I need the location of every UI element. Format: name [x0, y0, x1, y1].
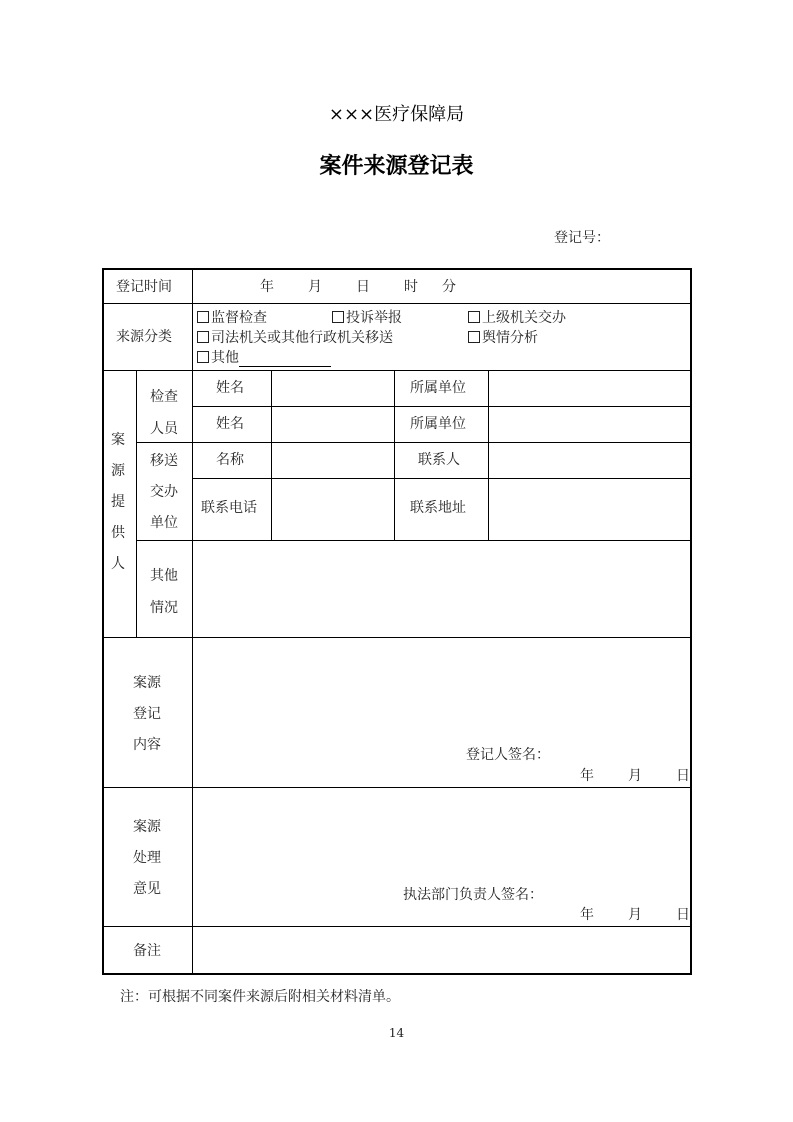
- checkbox[interactable]: [332, 311, 344, 323]
- inspector-name-label-2: 姓名: [216, 416, 244, 432]
- option-superior-assigned[interactable]: 上级机关交办: [468, 309, 566, 327]
- case-source-provider-label: [108, 425, 128, 580]
- registration-number-label: 登记号：: [554, 230, 610, 246]
- checkbox[interactable]: [197, 331, 209, 343]
- time-month-unit: 月: [308, 279, 322, 295]
- organization-name: ×××医疗保障局: [328, 104, 465, 125]
- option-complaint-report[interactable]: 投诉举报: [332, 309, 402, 327]
- content-date-day: 日: [676, 768, 690, 784]
- provider-label-char: 提: [111, 494, 125, 510]
- provider-label-char: 人: [111, 556, 125, 572]
- transfer-contact-label: 联系人: [418, 452, 460, 468]
- time-day-unit: 日: [356, 279, 370, 295]
- inspector-label: 检查人员: [150, 389, 178, 437]
- transfer-unit-label: 移送交办单位: [150, 453, 178, 531]
- provider-label-char: 源: [111, 463, 125, 479]
- inspector-name-label-1: 姓名: [216, 380, 244, 396]
- time-minute-unit: 分: [442, 279, 456, 295]
- registrar-signature-label: 登记人签名：: [466, 747, 550, 763]
- time-year-unit: 年: [260, 279, 274, 295]
- remark-label: 备注: [133, 943, 161, 959]
- opinion-date-day: 日: [676, 907, 690, 923]
- transfer-phone-label: 联系电话: [201, 500, 257, 516]
- opinion-date-month: 月: [628, 907, 642, 923]
- other-blank-line[interactable]: [239, 352, 331, 367]
- option-other[interactable]: 其他: [197, 349, 331, 367]
- source-type-label: 来源分类: [116, 329, 172, 345]
- checkbox[interactable]: [197, 351, 209, 363]
- provider-label-char: 案: [111, 432, 125, 448]
- transfer-address-label: 联系地址: [410, 500, 466, 516]
- page-number: 14: [388, 1026, 405, 1040]
- case-content-label: 案源登记内容: [133, 675, 161, 753]
- checkbox[interactable]: [197, 311, 209, 323]
- department-head-signature-label: 执法部门负责人签名：: [403, 887, 543, 903]
- content-date-year: 年: [580, 768, 594, 784]
- footnote: 注：可根据不同案件来源后附相关材料清单。: [120, 989, 400, 1005]
- other-info-label: 其他情况: [150, 568, 178, 616]
- option-supervision-check[interactable]: 监督检查: [197, 309, 267, 327]
- checkbox[interactable]: [468, 311, 480, 323]
- handling-opinion-label: 案源处理意见: [133, 819, 161, 897]
- option-public-opinion[interactable]: 舆情分析: [468, 329, 538, 347]
- inspector-unit-label-2: 所属单位: [410, 416, 466, 432]
- provider-label-char: 供: [111, 525, 125, 541]
- form-title: 案件来源登记表: [319, 154, 474, 179]
- checkbox[interactable]: [468, 331, 480, 343]
- transfer-name-label: 名称: [216, 452, 244, 468]
- registration-time-label: 登记时间: [116, 279, 172, 295]
- opinion-date-year: 年: [580, 907, 594, 923]
- option-judicial-transfer[interactable]: 司法机关或其他行政机关移送: [197, 329, 393, 347]
- time-hour-unit: 时: [404, 279, 418, 295]
- inspector-unit-label-1: 所属单位: [410, 380, 466, 396]
- content-date-month: 月: [628, 768, 642, 784]
